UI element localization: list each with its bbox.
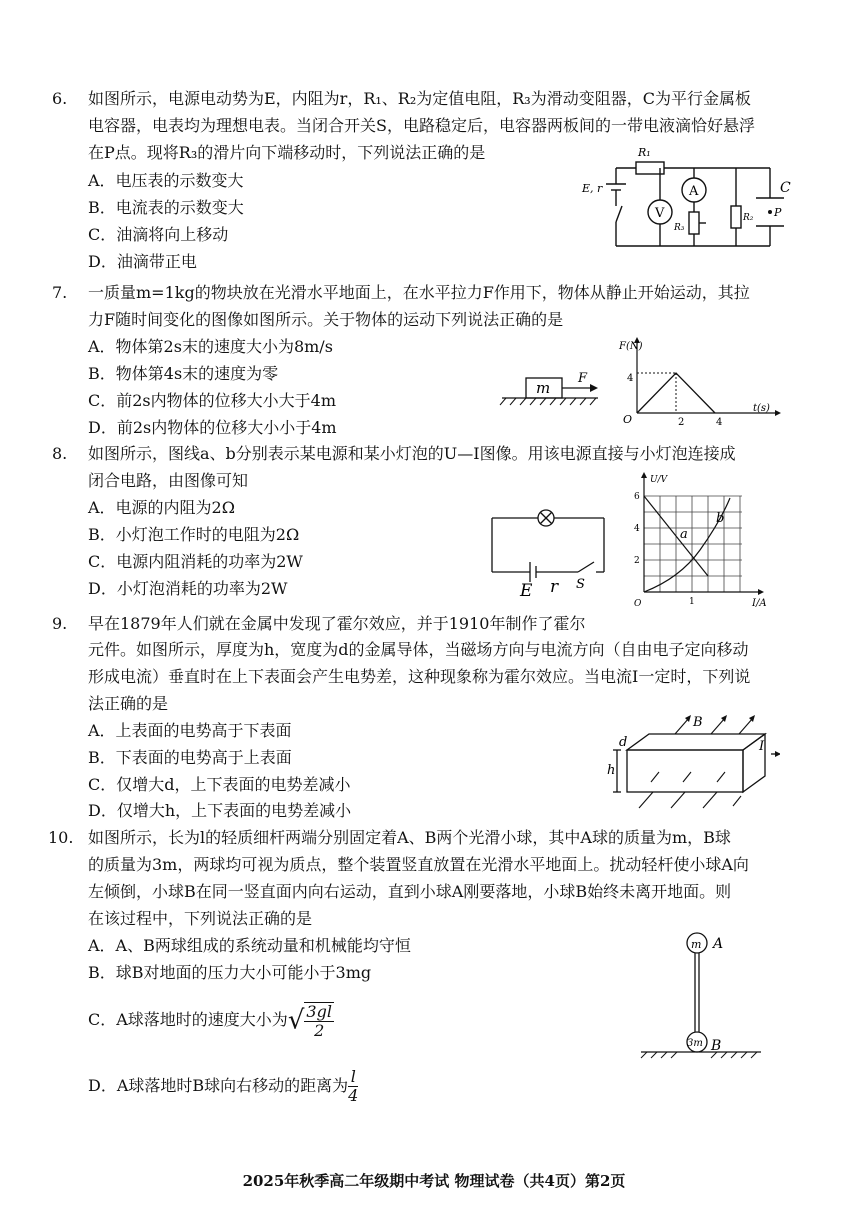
- q8-text-line: 闭合电路，由图像可知: [88, 471, 249, 490]
- q10-text-line: 的质量为3m，两球均可视为质点，整个装置竖直放置在光滑水平地面上。扰动轻杆使小球A向: [88, 855, 749, 874]
- q10-ball-b-label: B: [711, 1038, 722, 1054]
- q8-tick-y4: 4: [634, 524, 640, 534]
- q8-option-d: D．小灯泡消耗的功率为2W: [88, 579, 288, 598]
- q8-s-label: S: [576, 577, 585, 592]
- q8-circuit-diagram: [488, 500, 613, 600]
- q9-h-label: h: [607, 763, 616, 778]
- q8-ylabel: U/V: [650, 475, 668, 485]
- q10-option-d-numerator: l: [348, 1068, 358, 1087]
- q7-force-time-chart: [615, 335, 785, 425]
- q10-option-c-denominator: 2: [314, 1020, 325, 1040]
- q9-text-line: 早在1879年人们就在金属中发现了霍尔效应，并于1910年制作了霍尔: [88, 614, 586, 633]
- q6-voltmeter-label: V: [655, 206, 665, 221]
- q7-tick-x2: 2: [678, 417, 685, 425]
- q10-option-c-fraction: [304, 1002, 334, 1040]
- q6-number: 6.: [52, 89, 68, 108]
- q10-option-d: [88, 1066, 358, 1106]
- q8-ui-chart: [630, 468, 778, 608]
- q7-force-label: F: [578, 371, 588, 386]
- q7-origin: O: [623, 413, 633, 425]
- q7-option-d: D．前2s内物体的位移大小小于4m: [88, 418, 337, 437]
- q6-option-a: A．电压表的示数变大: [88, 171, 244, 190]
- q10-text-line: 如图所示，长为l的轻质细杆两端分别固定着A、B两个光滑小球，其中A球的质量为m，B球: [88, 828, 731, 847]
- q9-text-line: 形成电流）垂直时在上下表面会产生电势差，这种现象称为霍尔效应。当电流I一定时，下列说: [88, 667, 751, 686]
- q7-tick-x4: 4: [716, 417, 723, 425]
- q7-ylabel: F(N): [619, 341, 643, 352]
- q9-b-label: B: [693, 715, 703, 730]
- q9-option-c: C．仅增大d，上下表面的电势差减小: [88, 775, 351, 794]
- q8-number: 8.: [52, 444, 68, 463]
- q10-text-line: 左倾倒，小球B在同一竖直面内向右运动，直到小球A刚要落地，小球B始终未离开地面。则: [88, 882, 732, 901]
- q6-option-c: C．油滴将向上移动: [88, 225, 229, 244]
- q8-line-b-label: b: [716, 511, 725, 526]
- q8-r-label: r: [550, 577, 559, 597]
- q8-line-a-label: a: [680, 527, 688, 542]
- q10-option-c-text: C．A球落地时的速度大小为: [88, 1010, 288, 1029]
- q10-number: 10.: [48, 828, 74, 847]
- q6-ammeter-label: A: [689, 184, 699, 199]
- q10-option-b: B．球B对地面的压力大小可能小于3mg: [88, 963, 372, 982]
- q8-text-line: 如图所示，图线a、b分别表示某电源和某小灯泡的U—I图像。用该电源直接与小灯泡连接成: [88, 444, 736, 463]
- q7-number: 7.: [52, 283, 68, 302]
- q6-text-line: 如图所示，电源电动势为E，内阻为r，R₁、R₂为定值电阻，R₃为滑动变阻器，C为平行金属板: [88, 89, 751, 108]
- q9-text-line: 法正确的是: [88, 694, 169, 713]
- q9-option-a: A．上表面的电势高于下表面: [88, 721, 292, 740]
- q6-er-label: E, r: [582, 182, 603, 195]
- q9-option-d: D．仅增大h，上下表面的电势差减小: [88, 801, 352, 820]
- q6-option-b: B．电流表的示数变大: [88, 198, 244, 217]
- q10-ball-a-label: A: [713, 936, 724, 952]
- q7-tick-y4: 4: [627, 373, 634, 384]
- q7-option-b: B．物体第4s末的速度为零: [88, 364, 279, 383]
- q8-option-a: A．电源的内阻为2Ω: [88, 498, 236, 517]
- q9-option-b: B．下表面的电势高于上表面: [88, 748, 292, 767]
- q8-tick-y6: 6: [634, 492, 640, 502]
- q9-number: 9.: [52, 614, 68, 633]
- q7-block-diagram: [498, 360, 608, 410]
- q10-option-d-fraction: [348, 1068, 358, 1105]
- sqrt-icon: √: [287, 1005, 305, 1036]
- q6-p-label: P: [774, 206, 782, 219]
- q8-origin: O: [634, 599, 642, 608]
- page-footer: 2025年秋季高二年级期中考试 物理试卷（共4页）第2页: [242, 1172, 626, 1190]
- q7-option-c: C．前2s内物体的位移大小大于4m: [88, 391, 336, 410]
- q6-text-line: 在P点。现将R₃的滑片向下端移动时，下列说法正确的是: [88, 143, 486, 162]
- q9-text-line: 元件。如图所示，厚度为h，宽度为d的金属导体，当磁场方向与电流方向（自由电子定向移动: [88, 640, 749, 659]
- q10-option-c: [88, 1000, 334, 1041]
- q9-i-label: I: [759, 739, 765, 754]
- q7-xlabel: t(s): [753, 403, 770, 414]
- q6-option-d: D．油滴带正电: [88, 252, 197, 271]
- q6-text-line: 电容器，电表均为理想电表。当闭合开关S，电路稳定后，电容器两板间的一带电液滴恰好悬浮: [88, 116, 755, 135]
- q6-r3-label: R₃: [674, 223, 685, 233]
- q6-r1-label: R₁: [638, 146, 651, 159]
- q8-option-b: B．小灯泡工作时的电阻为2Ω: [88, 525, 300, 544]
- q6-r2-label: R₂: [743, 213, 754, 223]
- q10-ball-a-mass: m: [691, 938, 702, 951]
- q10-ball-b-mass: 3m: [687, 1038, 703, 1049]
- q7-mass-label: m: [536, 379, 551, 397]
- q10-option-a: A．A、B两球组成的系统动量和机械能均守恒: [88, 936, 411, 955]
- q8-option-c: C．电源内阻消耗的功率为2W: [88, 552, 303, 571]
- q6-c-label: C: [780, 180, 791, 196]
- q9-d-label: d: [619, 735, 628, 750]
- q7-text-line: 力F随时间变化的图像如图所示。关于物体的运动下列说法正确的是: [88, 310, 564, 329]
- q6-circuit-diagram: [580, 140, 800, 260]
- q8-xlabel: I/A: [752, 598, 767, 608]
- q9-hall-diagram: [605, 712, 780, 812]
- q10-rod-diagram: [635, 930, 765, 1060]
- q10-option-c-numerator: 3gl: [306, 1001, 332, 1021]
- q8-tick-x1: 1: [689, 597, 695, 607]
- q7-text-line: 一质量m=1kg的物块放在光滑水平地面上，在水平拉力F作用下，物体从静止开始运动，其拉: [88, 283, 750, 302]
- q10-option-d-denominator: 4: [348, 1086, 359, 1105]
- q7-option-a: A．物体第2s末的速度大小为8m/s: [88, 337, 333, 356]
- q10-text-line: 在该过程中，下列说法正确的是: [88, 909, 313, 928]
- q10-option-d-text: D．A球落地时B球向右移动的距离为: [88, 1076, 349, 1095]
- q8-e-label: E: [520, 581, 533, 600]
- q8-tick-y2: 2: [634, 556, 640, 566]
